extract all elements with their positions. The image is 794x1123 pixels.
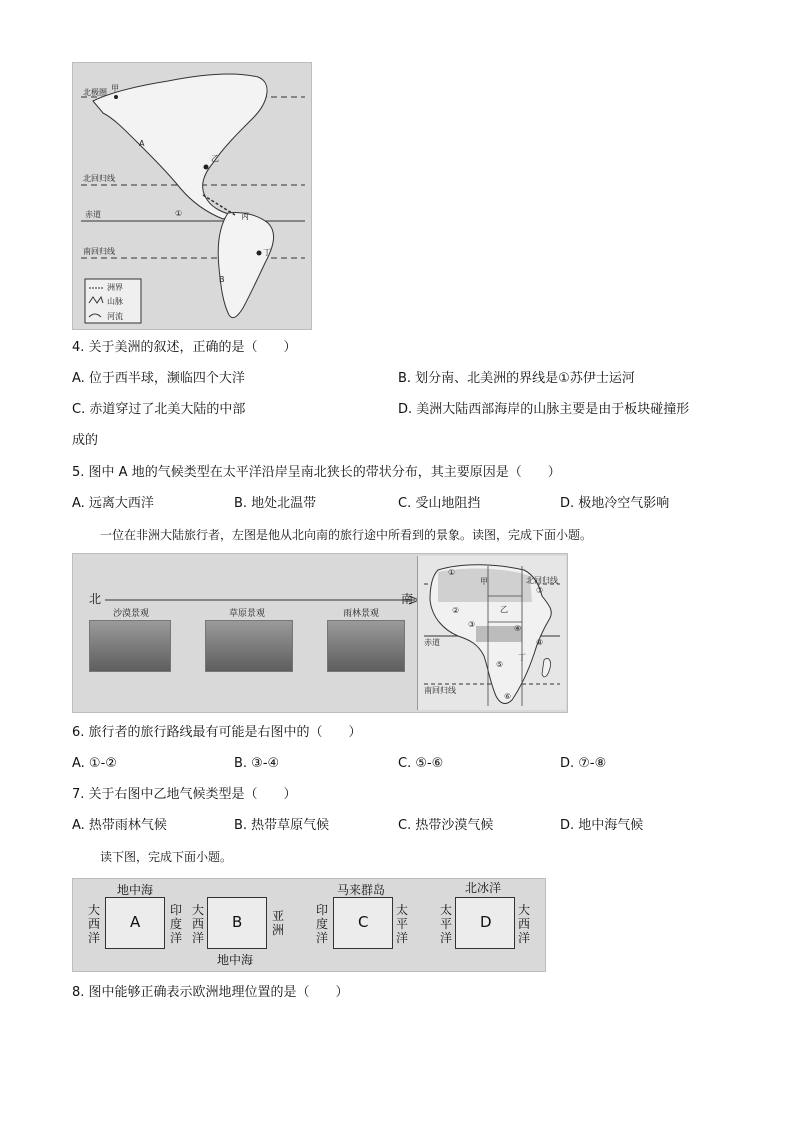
box-c-label: C — [358, 913, 369, 931]
intro-europe: 读下图，完成下面小题。 — [100, 850, 233, 864]
q8-stem: 8. 图中能够正确表示欧洲地理位置的是（ ） — [72, 985, 349, 1000]
box-c[interactable] — [333, 897, 393, 949]
q6-option-d[interactable]: D. ⑦-⑧ — [560, 756, 607, 771]
a-right-label: 印度洋 — [169, 903, 182, 945]
map-ding: 丁 — [518, 653, 526, 662]
label-tropic-capricorn: 南回归线 — [83, 247, 115, 256]
q6-option-b[interactable]: B. ③-④ — [234, 756, 280, 771]
label-yi: 乙 — [211, 154, 219, 163]
label-a: A — [139, 139, 145, 148]
desert-photo — [89, 620, 171, 672]
map-equator: 赤道 — [424, 638, 440, 647]
label-b: B — [219, 275, 225, 284]
africa-map — [417, 556, 566, 710]
map-c3: ③ — [468, 620, 476, 629]
travel-arrow — [105, 594, 425, 606]
box-b[interactable] — [207, 897, 267, 949]
q7-option-c[interactable]: C. 热带沙漠气候 — [398, 818, 494, 833]
q4-option-b[interactable]: B. 划分南、北美洲的界线是①苏伊士运河 — [398, 371, 635, 386]
rainforest-photo — [327, 620, 405, 672]
grassland-photo — [205, 620, 293, 672]
label-south: 南 — [401, 592, 414, 606]
north-america-shape — [93, 74, 267, 219]
q7-option-b[interactable]: B. 热带草原气候 — [234, 818, 330, 833]
q5-stem: 5. 图中 A 地的气候类型在太平洋沿岸呈南北狭长的带状分布，其主要原因是（ ） — [72, 465, 561, 480]
b-bottom-label: 地中海 — [217, 953, 254, 967]
d-right-label: 大西洋 — [517, 903, 530, 945]
box-d-label: D — [480, 913, 492, 931]
label-ding: 丁 — [263, 248, 271, 257]
south-america-shape — [218, 212, 273, 317]
map-tropic-cancer: 北回归线 — [526, 576, 558, 585]
label-bing: 丙 — [241, 212, 249, 221]
label-arctic-circle: 北极圈 — [83, 88, 107, 97]
label-tropic-cancer: 北回归线 — [83, 174, 115, 183]
q6-stem: 6. 旅行者的旅行路线最有可能是右图中的（ ） — [72, 725, 362, 740]
map-jia: 甲 — [480, 577, 488, 586]
intro-africa: 一位在非洲大陆旅行者，左图是他从北向南的旅行途中所看到的景象。读图，完成下面小题。 — [100, 528, 593, 542]
map-c7: ⑦ — [536, 586, 544, 595]
a-left-label: 大西洋 — [87, 903, 100, 945]
legend-river: 河流 — [107, 312, 123, 321]
map-c5: ⑤ — [496, 660, 504, 669]
legend-boundary: 洲界 — [107, 283, 123, 292]
q4-option-d[interactable]: D. 美洲大陆西部海岸的山脉主要是由于板块碰撞形 — [398, 402, 690, 417]
label-equator: 赤道 — [85, 210, 101, 219]
point-yi — [204, 165, 209, 170]
rainforest-caption: 雨林景观 — [343, 609, 380, 619]
q5-option-a[interactable]: A. 远离大西洋 — [72, 496, 154, 511]
label-north: 北 — [89, 592, 102, 606]
label-circle1: ① — [175, 209, 183, 218]
box-b-label: B — [232, 913, 243, 931]
q5-option-b[interactable]: B. 地处北温带 — [234, 496, 317, 511]
c-right-label: 太平洋 — [395, 903, 408, 945]
a-top-label: 地中海 — [117, 883, 154, 897]
map-c6: ⑥ — [504, 692, 512, 701]
label-jia: 甲 — [111, 84, 119, 93]
map-c4: ④ — [514, 624, 522, 633]
map-c2: ② — [452, 606, 460, 615]
desert-caption: 沙漠景观 — [113, 609, 150, 619]
legend-mountain: 山脉 — [107, 297, 123, 306]
africa-travel-figure — [72, 553, 568, 713]
madagascar-shape — [542, 658, 551, 676]
c-left-label: 印度洋 — [315, 903, 328, 945]
map-c8: ⑧ — [536, 638, 544, 647]
d-left-label: 太平洋 — [439, 903, 452, 945]
grassland-caption: 草原景观 — [229, 609, 266, 619]
q7-stem: 7. 关于右图中乙地气候类型是（ ） — [72, 787, 297, 802]
map-c1: ① — [448, 568, 456, 577]
americas-map-figure — [72, 62, 312, 330]
q4-stem: 4. 关于美洲的叙述，正确的是（ ） — [72, 340, 297, 355]
b-right-label: 亚洲 — [271, 909, 284, 937]
box-a[interactable] — [105, 897, 165, 949]
q5-option-d[interactable]: D. 极地冷空气影响 — [560, 496, 670, 511]
q5-option-c[interactable]: C. 受山地阻挡 — [398, 496, 481, 511]
box-d[interactable] — [455, 897, 515, 949]
q4-option-c[interactable]: C. 赤道穿过了北美大陆的中部 — [72, 402, 246, 417]
d-top-label: 北冰洋 — [465, 881, 502, 895]
q6-option-c[interactable]: C. ⑤-⑥ — [398, 756, 444, 771]
q4-option-a[interactable]: A. 位于西半球，濒临四个大洋 — [72, 371, 245, 386]
box-a-label: A — [130, 913, 141, 931]
map-tropic-capricorn: 南回归线 — [424, 686, 456, 695]
europe-location-figure — [72, 878, 546, 972]
point-jia — [114, 95, 118, 99]
q7-option-a[interactable]: A. 热带雨林气候 — [72, 818, 167, 833]
q6-option-a[interactable]: A. ①-② — [72, 756, 117, 771]
map-yi: 乙 — [500, 605, 508, 614]
q7-option-d[interactable]: D. 地中海气候 — [560, 818, 644, 833]
b-left-label: 大西洋 — [191, 903, 204, 945]
q4-option-d-continued: 成的 — [72, 433, 99, 448]
point-ding — [257, 251, 262, 256]
c-top-label: 马来群岛 — [337, 883, 386, 897]
